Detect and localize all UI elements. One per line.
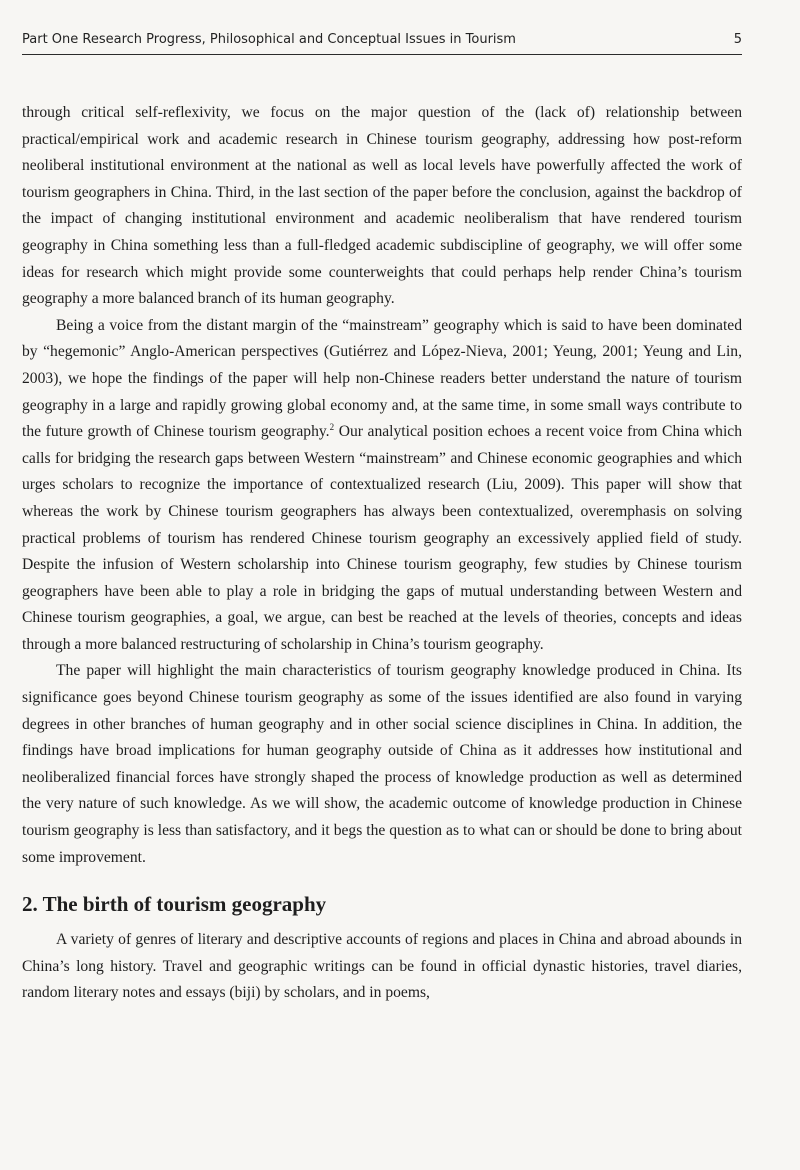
running-header xyxy=(22,30,742,55)
paragraph-4: A variety of genres of literary and descriptive accounts of regions and places in China and abroad abounds in China’s long history. Travel and geographic writings can be found in official dynastic histories, travel diaries, random literary notes and essays (biji) by scholars, and in poems, xyxy=(22,931,742,1002)
section-heading: 2. The birth of tourism geography xyxy=(22,892,327,917)
paragraph-2-continuation: Our analytical position echoes a recent voice from China which calls for bridging the research gaps between Western “mainstream” and Chinese economic geographies and which urges scholars to recognize the importance of contextualized research (Liu, 2009). This paper will show that whereas the work by Chinese tourism geographers has always been contextualized, overemphasis on solving practical problems of tourism has rendered Chinese tourism geography an excessively applied field of study. Despite the infusion of Western scholarship into Chinese tourism geography, few studies by Chinese tourism geographers have been able to play a role in bridging the gaps of mutual understanding between Western and Chinese tourism geographies, a goal, we argue, can best be reached at the levels of theories, concepts and ideas through a more balanced restructuring of scholarship in China’s tourism geography. xyxy=(22,423,742,653)
running-title: Part One Research Progress, Philosophical and Conceptual Issues in Tourism xyxy=(22,32,516,47)
paragraph-3: The paper will highlight the main characteristics of tourism geography knowledge produced in China. Its significance goes beyond Chinese tourism geography as some of the issues identified are also found in varying degrees in other branches of human geography and in other social science disciplines in China. In addition, the findings have broad implications for human geography outside of China as it addresses how institutional and neoliberalized financial forces have strongly shaped the process of knowledge production as well as determined the very nature of such knowledge. As we will show, the academic outcome of knowledge production in Chinese tourism geography is less than satisfactory, and it begs the question as to what can or should be done to bring about some improvement. xyxy=(22,662,742,866)
page-number: 5 xyxy=(733,32,742,47)
paragraph-1: through critical self-reflexivity, we focus on the major question of the (lack of) relationship between practical/empirical work and academic research in Chinese tourism geography, addressing how post-reform neoliberal institutional environment at the national as well as local levels have powerfully affected the work of tourism geographers in China. Third, in the last section of the paper before the conclusion, against the backdrop of the impact of changing institutional environment and academic neoliberalism that have rendered tourism geography in China something less than a full-fledged academic subdiscipline of geography, we will offer some ideas for research which might provide some counterweights that could perhaps help render China’s tourism geography a more balanced branch of its human geography. xyxy=(22,104,742,308)
paragraph-2-text: Being a voice from the distant margin of the “mainstream” geography which is said to have been dominated by “hegemonic” Anglo-American perspectives (Gutiérrez and López-Nieva, 2001; Yeung, 2001; Yeung and Lin, 2003), we hope the findings of the paper will help non-Chinese readers better understand the nature of tourism geography in a large and rapidly growing global economy and, at the same time, in some small ways contribute to the future growth of Chinese tourism geography. xyxy=(22,316,742,441)
body-text xyxy=(22,100,742,1007)
footnote-marker: 2 xyxy=(329,421,335,432)
paragraph-2 xyxy=(22,313,742,659)
